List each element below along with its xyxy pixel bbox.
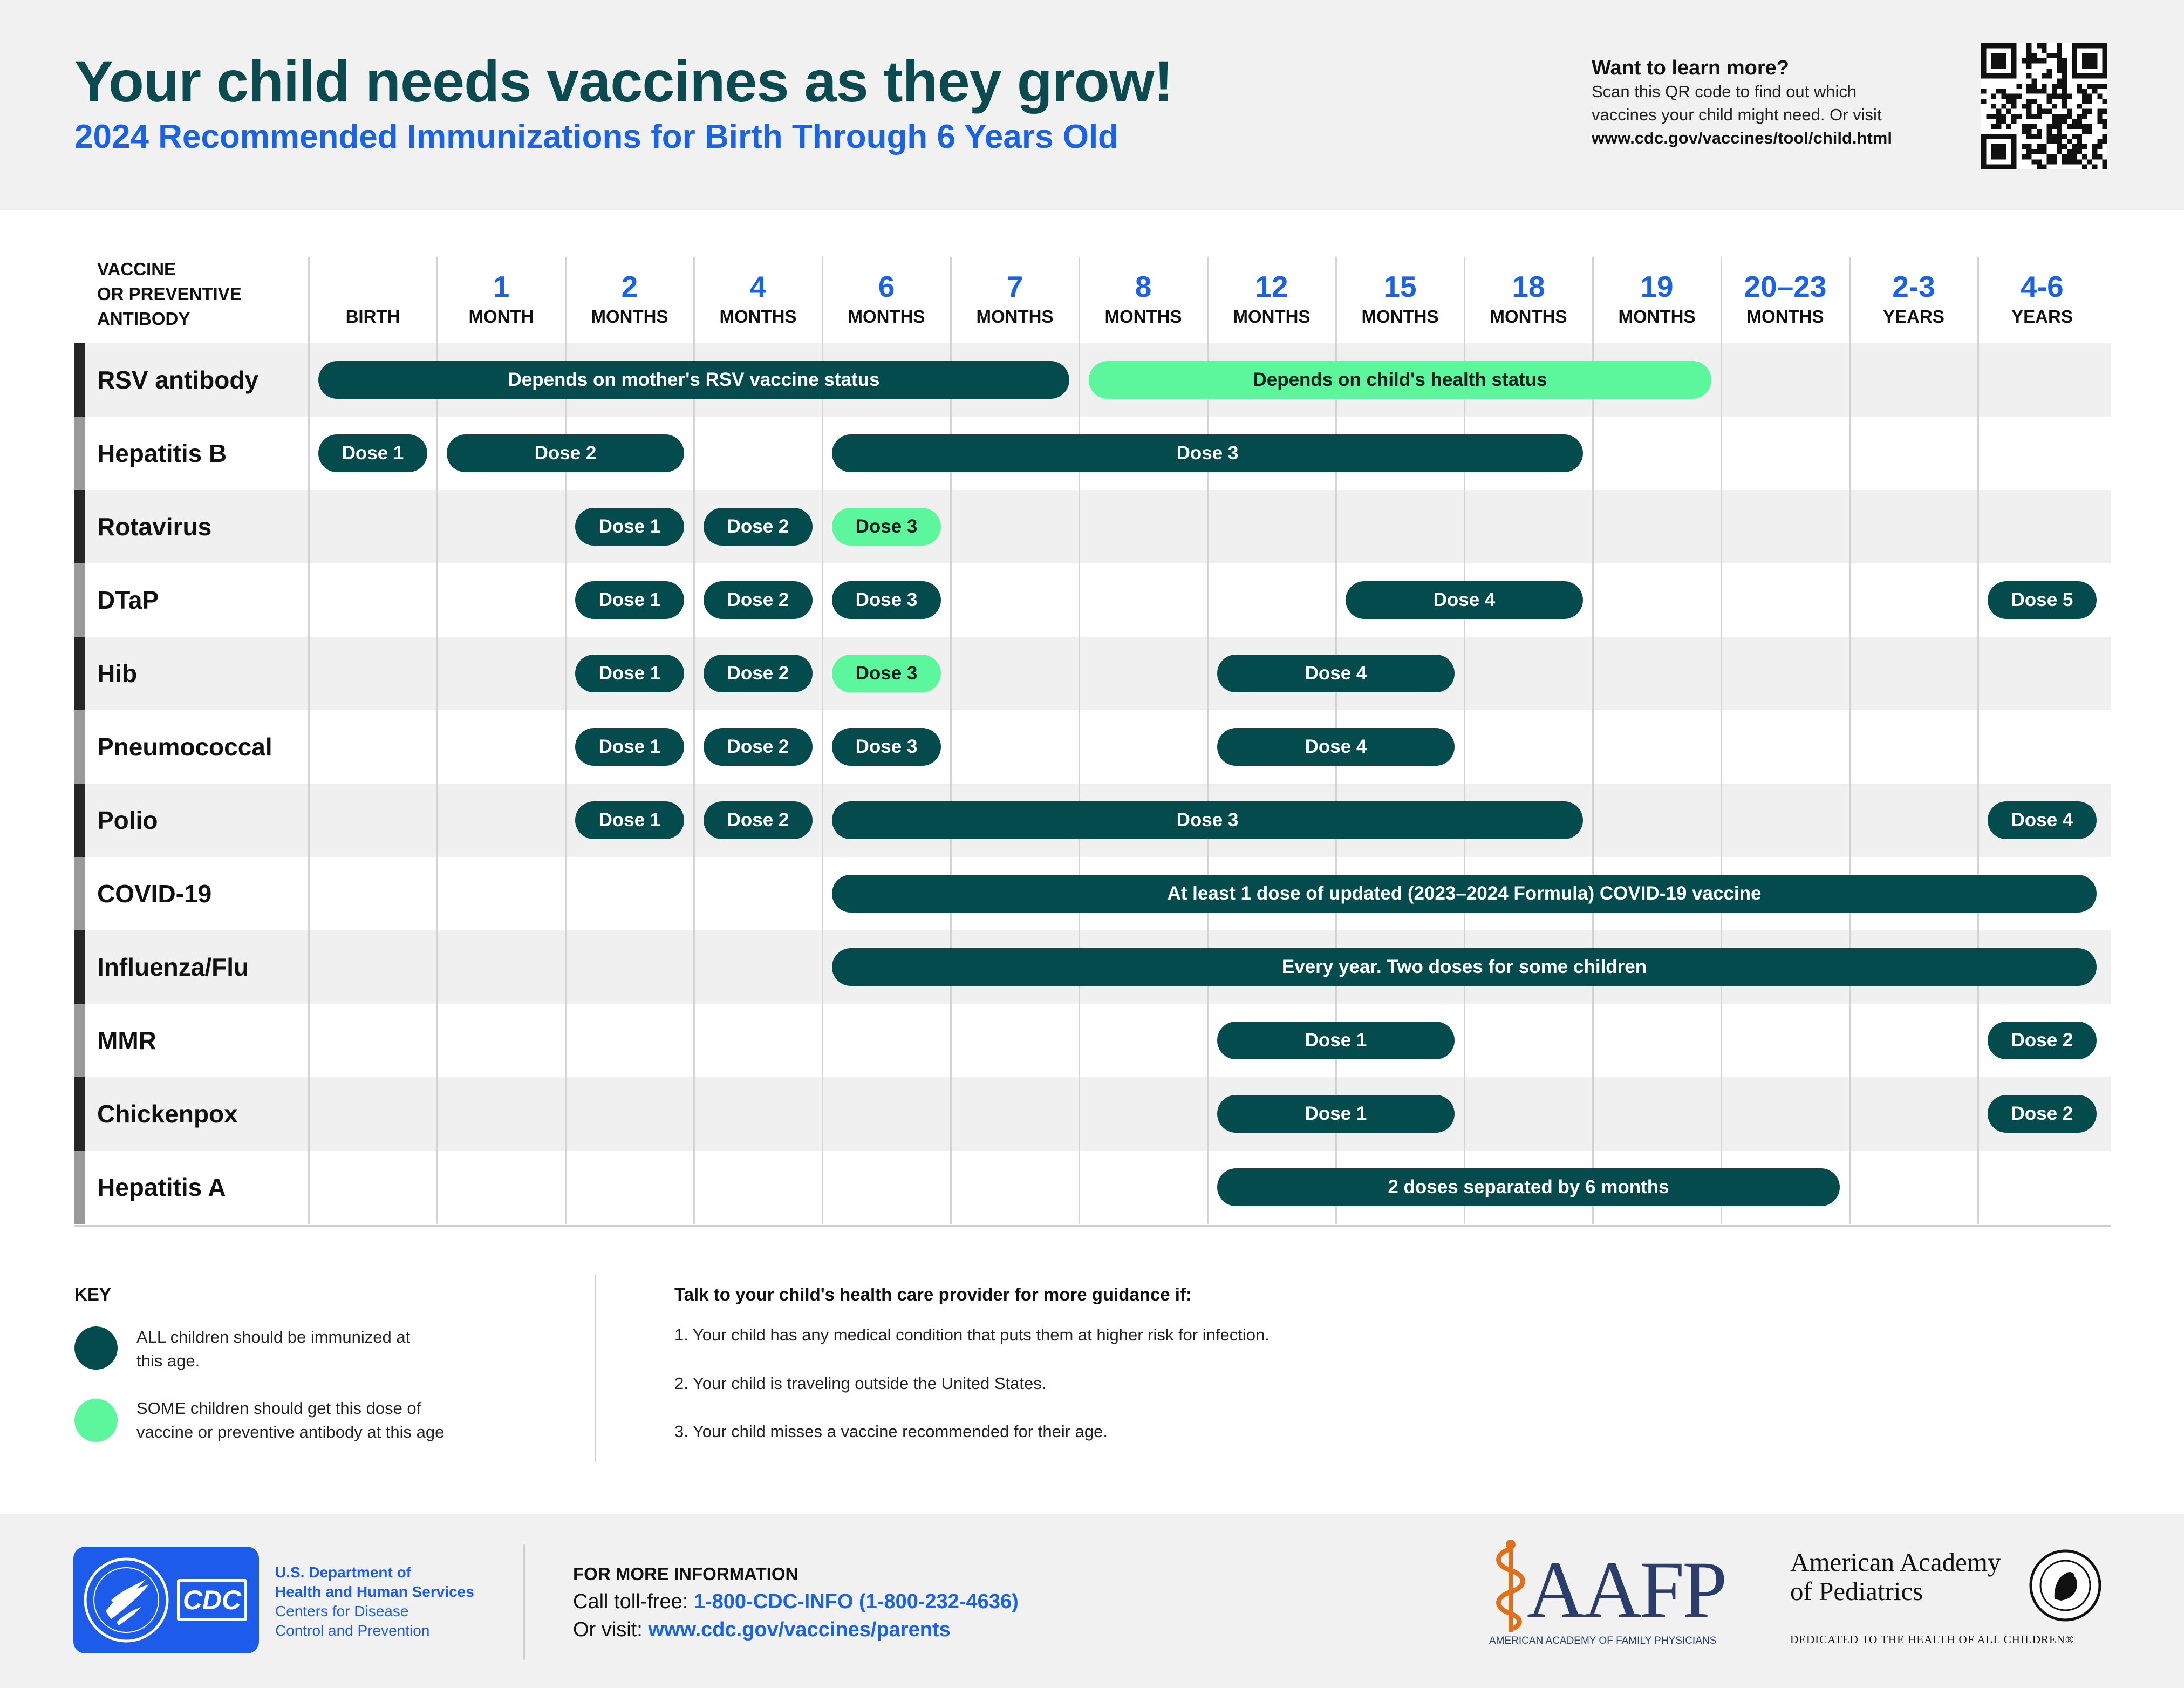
dose-pill-all-children: Dose 2 <box>704 801 813 839</box>
table-row <box>74 563 2111 637</box>
age-column-header <box>694 270 822 327</box>
hhs-agency-text <box>275 1563 474 1641</box>
age-column-header <box>565 270 694 327</box>
column-divider <box>1721 257 1722 1224</box>
age-column-header <box>1721 270 1849 327</box>
aafp-full-name: AMERICAN ACADEMY OF FAMILY PHYSICIANS <box>1489 1635 1717 1646</box>
dose-pill-some-children: Dose 3 <box>832 655 941 692</box>
age-value: 4 <box>749 270 767 303</box>
column-divider <box>436 257 438 1224</box>
dose-pill-all-children: Dose 3 <box>832 434 1583 472</box>
age-unit: MONTHS <box>719 307 797 326</box>
guidance-item: 3. Your child misses a vaccine recommended for their age. <box>674 1422 1108 1441</box>
age-value: 12 <box>1255 270 1288 303</box>
column-divider <box>565 257 567 1224</box>
row-marker <box>74 710 85 784</box>
dose-pill-all-children: Dose 2 <box>704 728 813 766</box>
dose-pill-all-children: Dose 4 <box>1346 581 1583 619</box>
dose-pill-all-children: Every year. Two doses for some children <box>832 948 2097 986</box>
column-divider <box>1464 257 1465 1224</box>
vaccine-column-header-line: ANTIBODY <box>97 309 190 329</box>
key-text-all <box>136 1325 525 1373</box>
dose-pill-all-children: Dose 2 <box>704 581 813 619</box>
age-value: 15 <box>1383 270 1417 303</box>
hhs-line: Centers for Disease <box>275 1603 409 1619</box>
age-column-header <box>1464 270 1593 327</box>
row-marker <box>74 637 85 710</box>
age-value: 7 <box>1006 270 1023 303</box>
page-title: Your child needs vaccines as they grow! <box>74 49 1173 114</box>
dose-pill-all-children: Dose 3 <box>832 728 941 766</box>
age-column-header <box>309 270 437 327</box>
age-column-header <box>1849 270 1978 327</box>
age-unit: MONTH <box>468 307 534 326</box>
dose-pill-all-children: Depends on mother's RSV vaccine status <box>318 361 1069 399</box>
table-row <box>74 637 2111 710</box>
vaccine-name: Pneumococcal <box>97 733 272 761</box>
dose-pill-all-children: Dose 1 <box>575 655 684 692</box>
aap-logo <box>1790 1548 2114 1656</box>
row-marker <box>74 563 85 637</box>
aafp-wordmark: AAFP <box>1527 1545 1725 1635</box>
age-column-header <box>951 270 1079 327</box>
row-marker <box>74 490 85 563</box>
parents-url-link[interactable]: www.cdc.gov/vaccines/parents <box>648 1618 951 1641</box>
guidance-heading: Talk to your child's health care provider for more guidance if: <box>674 1284 1192 1304</box>
dose-pill-all-children: Dose 3 <box>832 801 1583 839</box>
age-value: 8 <box>1135 270 1152 303</box>
table-row <box>74 1004 2111 1077</box>
call-line <box>573 1588 1019 1616</box>
vaccine-name: Rotavirus <box>97 513 212 541</box>
vaccine-name: MMR <box>97 1026 156 1054</box>
column-divider <box>1079 257 1080 1224</box>
key-title: KEY <box>74 1284 111 1304</box>
row-marker <box>74 343 85 417</box>
column-divider <box>822 257 823 1224</box>
age-value: 1 <box>493 270 510 303</box>
key-dot-all <box>74 1326 118 1370</box>
column-divider <box>1849 257 1851 1224</box>
key-dot-some <box>74 1399 118 1442</box>
row-marker <box>74 417 85 490</box>
aap-tagline: DEDICATED TO THE HEALTH OF ALL CHILDREN® <box>1790 1633 2074 1646</box>
age-column-header <box>1593 270 1721 327</box>
age-unit: MONTHS <box>848 307 925 326</box>
vaccine-column-header-line: VACCINE <box>97 259 176 279</box>
learn-more-url[interactable]: www.cdc.gov/vaccines/tool/child.html <box>1592 128 1892 147</box>
dose-pill-some-children: Dose 3 <box>832 508 941 546</box>
age-value: 18 <box>1512 270 1545 303</box>
dose-pill-all-children: 2 doses separated by 6 months <box>1217 1168 1840 1206</box>
age-column-header <box>1978 270 2106 327</box>
age-unit: MONTHS <box>1233 307 1311 326</box>
age-unit: MONTHS <box>1361 307 1439 326</box>
age-unit: MONTHS <box>1490 307 1567 326</box>
call-prefix: Call toll-free: <box>573 1590 694 1613</box>
dose-pill-all-children: Dose 1 <box>575 581 684 619</box>
vaccine-name: RSV antibody <box>97 366 259 394</box>
dose-pill-all-children: Dose 2 <box>1988 1095 2097 1133</box>
hhs-line: Control and Prevention <box>275 1622 430 1639</box>
key-text-some-line: vaccine or preventive antibody at this age <box>136 1422 445 1441</box>
key-text-some-line: SOME children should get this dose of <box>136 1399 421 1418</box>
visit-line <box>573 1616 1019 1644</box>
age-unit: MONTHS <box>1104 307 1182 326</box>
learn-more-line-1: Scan this QR code to find out which <box>1592 82 1857 101</box>
guidance-item: 1. Your child has any medical condition that puts them at higher risk for infection. <box>674 1325 1270 1344</box>
dose-pill-all-children: Dose 3 <box>832 581 941 619</box>
age-value: 2-3 <box>1892 270 1935 303</box>
more-information <box>573 1561 1019 1644</box>
age-unit: MONTHS <box>976 307 1054 326</box>
age-value: 19 <box>1640 270 1674 303</box>
age-unit: MONTHS <box>1746 307 1824 326</box>
vaccine-column-header-line: OR PREVENTIVE <box>97 284 242 304</box>
vaccine-name: DTaP <box>97 586 159 614</box>
vaccine-name: Influenza/Flu <box>97 953 249 981</box>
row-marker <box>74 930 85 1004</box>
dose-pill-all-children: Dose 5 <box>1988 581 2097 619</box>
age-column-header <box>1336 270 1464 327</box>
dose-pill-all-children: Dose 1 <box>575 801 684 839</box>
dose-pill-all-children: Dose 1 <box>1217 1095 1455 1133</box>
age-unit: BIRTH <box>345 307 400 326</box>
table-row <box>74 710 2111 784</box>
vaccine-name: Hib <box>97 659 138 688</box>
dose-pill-all-children: Dose 4 <box>1988 801 2097 839</box>
aap-name-line: American Academy <box>1790 1547 2001 1577</box>
learn-more-heading: Want to learn more? <box>1592 57 1789 79</box>
age-column-header <box>822 270 951 327</box>
vaccine-name: COVID-19 <box>97 880 212 908</box>
column-divider <box>1977 257 1979 1224</box>
column-divider <box>308 257 310 1224</box>
vaccine-name: Hepatitis B <box>97 439 227 467</box>
age-unit: MONTHS <box>1618 307 1696 326</box>
age-value <box>309 270 437 303</box>
footer-divider <box>523 1544 525 1660</box>
age-unit: MONTHS <box>591 307 668 326</box>
age-column-header <box>437 270 565 327</box>
dose-pill-all-children: Dose 2 <box>704 655 813 692</box>
aap-name-line: of Pediatrics <box>1790 1576 1923 1606</box>
key-text-some <box>136 1397 525 1444</box>
column-divider <box>693 257 695 1224</box>
dose-pill-all-children: Dose 2 <box>1988 1022 2097 1059</box>
table-bottom-rule <box>74 1225 2111 1227</box>
learn-more-line-2: vaccines your child might need. Or visit <box>1592 105 1882 124</box>
key-text-all-line: this age. <box>136 1351 200 1370</box>
table-row <box>74 490 2111 563</box>
row-marker <box>74 1077 85 1151</box>
caduceus-icon <box>1489 1538 1532 1635</box>
page-subtitle: 2024 Recommended Immunizations for Birth Through 6 Years Old <box>74 118 1119 155</box>
row-marker <box>74 857 85 930</box>
dose-pill-all-children: Dose 1 <box>575 508 684 546</box>
row-marker <box>74 1151 85 1224</box>
vaccine-column-header <box>97 257 242 331</box>
cdc-logo-text: CDC <box>182 1585 242 1615</box>
column-divider <box>950 257 952 1224</box>
age-unit: YEARS <box>2011 307 2073 326</box>
dose-pill-all-children: Dose 4 <box>1217 728 1455 766</box>
info-heading: FOR MORE INFORMATION <box>573 1564 798 1584</box>
visit-prefix: Or visit: <box>573 1618 649 1641</box>
cdc-badge <box>177 1579 247 1621</box>
row-marker <box>74 784 85 857</box>
dose-pill-all-children: Dose 1 <box>318 434 427 472</box>
aafp-logo <box>1489 1538 1737 1651</box>
age-value: 4-6 <box>2021 270 2064 303</box>
guidance-section <box>674 1284 2023 1441</box>
dose-pill-all-children: Dose 2 <box>447 434 684 472</box>
vaccine-name: Hepatitis A <box>97 1173 226 1201</box>
key-item-some <box>74 1399 560 1453</box>
column-divider <box>1592 257 1594 1224</box>
dose-pill-all-children: Dose 1 <box>575 728 684 766</box>
hhs-cdc-logo <box>73 1547 259 1653</box>
hhs-line: U.S. Department of <box>275 1564 412 1581</box>
age-value: 2 <box>621 270 638 303</box>
age-unit: YEARS <box>1883 307 1944 326</box>
age-column-header <box>1079 270 1207 327</box>
dose-pill-all-children: At least 1 dose of updated (2023–2024 Formula) COVID-19 vaccine <box>832 875 2097 913</box>
key-divider <box>595 1275 596 1462</box>
dose-pill-all-children: Dose 4 <box>1217 655 1455 692</box>
column-divider <box>1207 257 1209 1224</box>
row-marker <box>74 1004 85 1077</box>
key-legend <box>74 1284 445 1441</box>
key-item-all <box>74 1326 560 1380</box>
guidance-item: 2. Your child is traveling outside the United States. <box>674 1374 1047 1393</box>
vaccine-name: Polio <box>97 806 158 834</box>
aap-name <box>1790 1548 2001 1606</box>
age-value: 20–23 <box>1744 270 1827 303</box>
vaccine-name: Chickenpox <box>97 1100 238 1128</box>
phone-link[interactable]: 1-800-CDC-INFO (1-800-232-4636) <box>693 1590 1019 1613</box>
key-text-all-line: ALL children should be immunized at <box>136 1328 411 1346</box>
dose-pill-all-children: Dose 1 <box>1217 1022 1455 1059</box>
dose-pill-some-children: Depends on child's health status <box>1089 361 1711 399</box>
hhs-line: Health and Human Services <box>275 1583 474 1600</box>
dose-pill-all-children: Dose 2 <box>704 508 813 546</box>
table-row <box>74 1077 2111 1151</box>
age-value: 6 <box>878 270 895 303</box>
aap-seal-icon <box>2028 1548 2103 1623</box>
age-column-header <box>1207 270 1336 327</box>
